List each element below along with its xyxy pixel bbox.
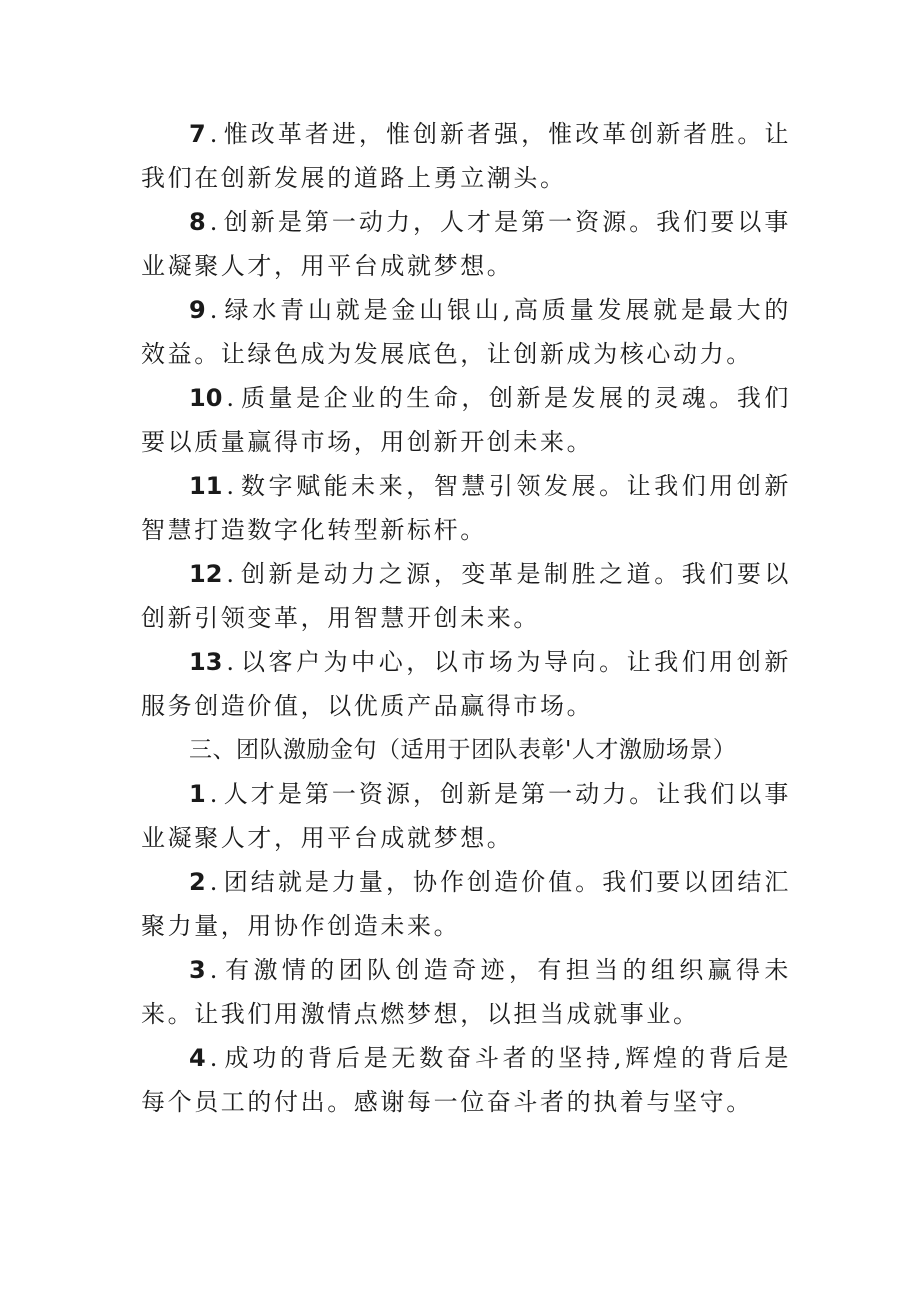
item-separator: . <box>209 120 218 148</box>
item-text: 创新是第一动力，人才是第一资源。我们要以事业凝聚人才，用平台成就梦想。 <box>141 208 791 280</box>
item-separator: . <box>209 956 218 984</box>
item-separator: . <box>209 296 218 324</box>
item-text: 成功的背后是无数奋斗者的坚持,辉煌的背后是每个员工的付出。感谢每一位奋斗者的执着与坚守。 <box>141 1044 791 1116</box>
item-separator: . <box>209 1044 218 1072</box>
list-item <box>141 640 791 728</box>
item-text: 创新是动力之源，变革是制胜之道。我们要以创新引领变革，用智慧开创未来。 <box>141 560 791 632</box>
item-text: 以客户为中心，以市场为导向。让我们用创新服务创造价值，以优质产品赢得市场。 <box>141 648 791 720</box>
list-item <box>141 772 791 860</box>
list-item <box>141 464 791 552</box>
item-separator: . <box>226 384 235 412</box>
item-number: 9 <box>189 296 206 324</box>
list-item <box>141 288 791 376</box>
list-item <box>141 948 791 1036</box>
item-text: 惟改革者进，惟创新者强，惟改革创新者胜。让我们在创新发展的道路上勇立潮头。 <box>141 120 791 192</box>
item-separator: . <box>226 472 235 500</box>
item-number: 4 <box>189 1044 206 1072</box>
item-text: 人才是第一资源，创新是第一动力。让我们以事业凝聚人才，用平台成就梦想。 <box>141 780 791 852</box>
item-text: 质量是企业的生命，创新是发展的灵魂。我们要以质量赢得市场，用创新开创未来。 <box>141 384 791 456</box>
item-number: 11 <box>189 472 223 500</box>
item-separator: . <box>209 780 218 808</box>
item-number: 3 <box>189 956 206 984</box>
item-text: 团结就是力量，协作创造价值。我们要以团结汇聚力量，用协作创造未来。 <box>141 868 791 940</box>
list-item <box>141 860 791 948</box>
item-text: 数字赋能未来，智慧引领发展。让我们用创新智慧打造数字化转型新标杆。 <box>141 472 791 544</box>
list-item <box>141 112 791 200</box>
item-separator: . <box>209 208 218 236</box>
item-number: 1 <box>189 780 206 808</box>
list-item <box>141 200 791 288</box>
item-number: 12 <box>189 560 223 588</box>
item-text: 有激情的团队创造奇迹，有担当的组织赢得未来。让我们用激情点燃梦想，以担当成就事业。 <box>141 956 791 1028</box>
item-number: 10 <box>189 384 223 412</box>
item-separator: . <box>226 648 235 676</box>
list-item <box>141 376 791 464</box>
item-number: 2 <box>189 868 206 896</box>
item-number: 13 <box>189 648 223 676</box>
item-text: 绿水青山就是金山银山,高质量发展就是最大的效益。让绿色成为发展底色，让创新成为核心动力。 <box>141 296 791 368</box>
section-heading: 三、团队激励金句（适用于团队表彰'人才激励场景） <box>189 737 737 763</box>
list-item <box>141 1036 791 1124</box>
document-body <box>141 112 791 1124</box>
item-number: 8 <box>189 208 206 236</box>
item-separator: . <box>226 560 235 588</box>
list-item <box>141 552 791 640</box>
item-separator: . <box>209 868 218 896</box>
item-number: 7 <box>189 120 206 148</box>
